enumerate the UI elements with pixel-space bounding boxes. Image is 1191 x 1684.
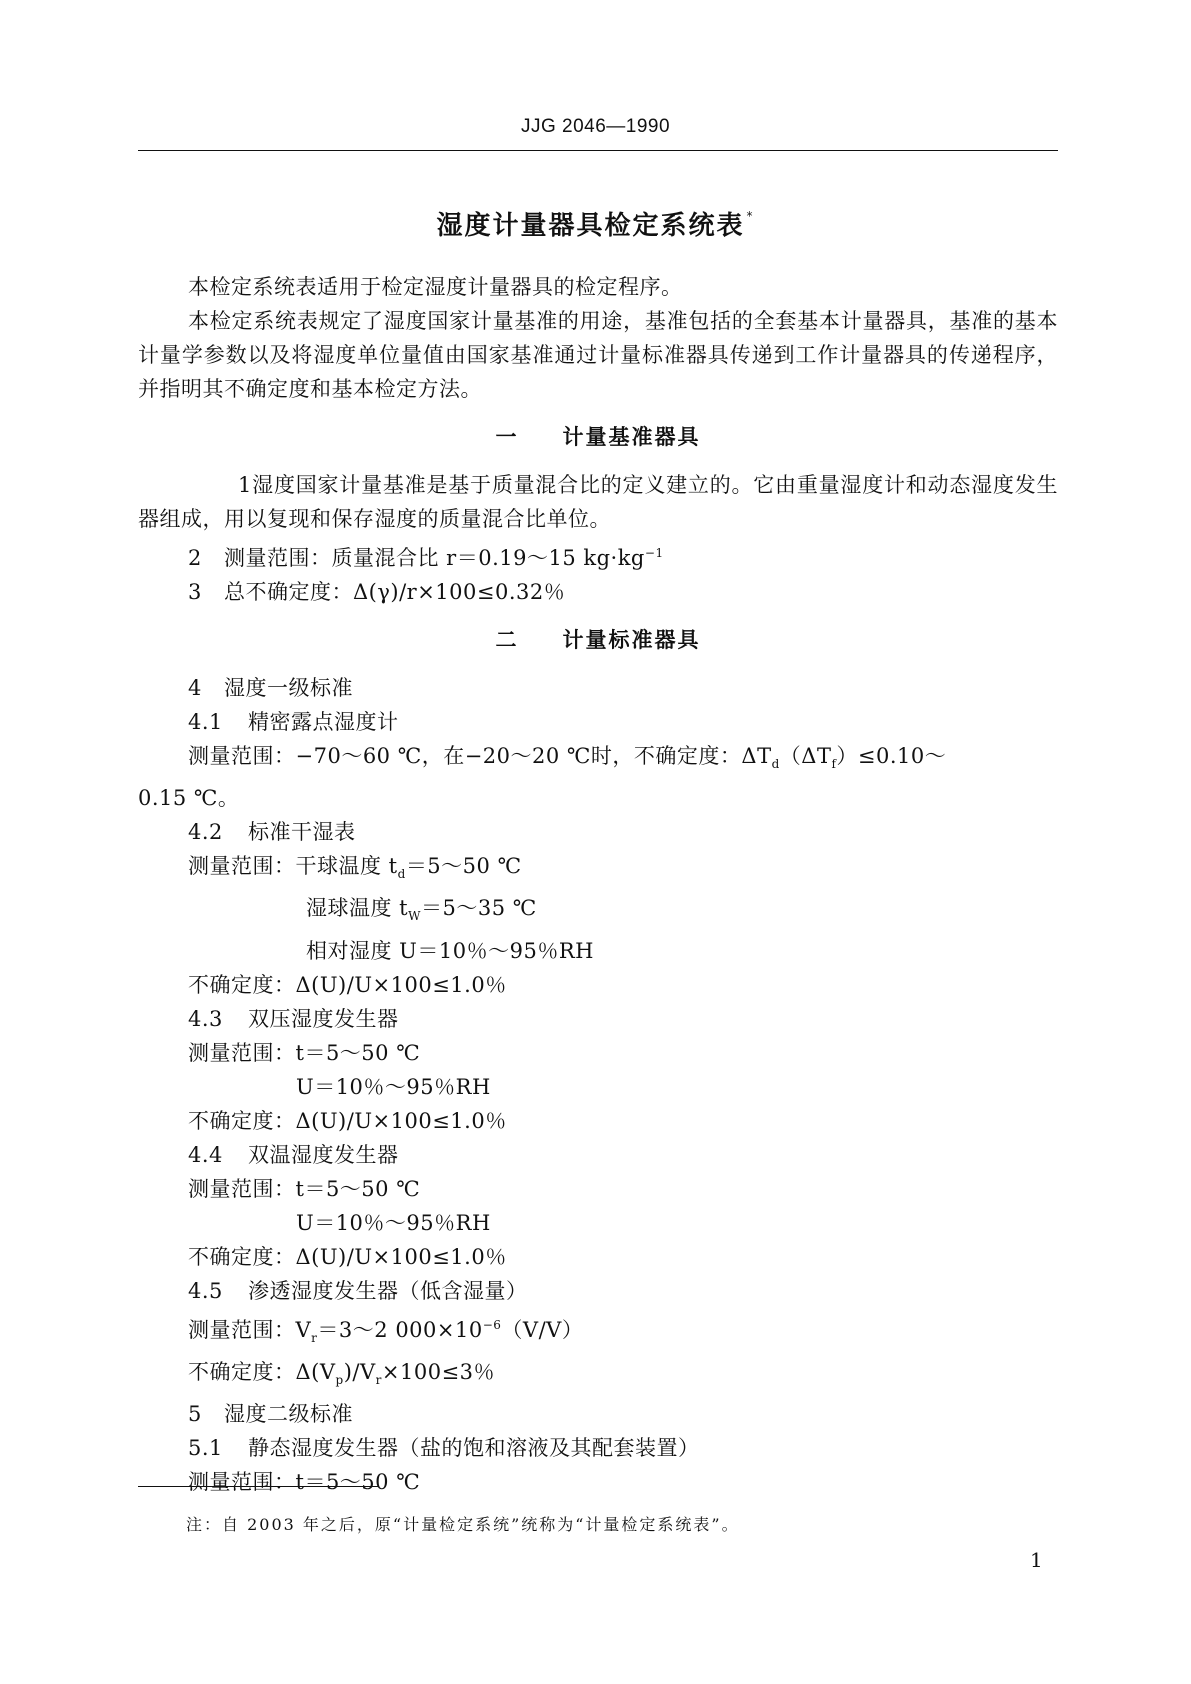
clause-text: 静态湿度发生器（盐的饱和溶液及其配套装置） xyxy=(248,1435,700,1460)
clause-text: 湿度一级标准 xyxy=(224,676,353,700)
range-text: ＝5～50 ℃ xyxy=(405,854,522,879)
clause-2 xyxy=(138,536,1058,575)
clause-4-1-range-cont: 0.15 ℃。 xyxy=(138,786,240,811)
clause-4-2-range xyxy=(138,849,1058,891)
clause-4-4-uncertainty: 不确定度：Δ(U)/U×100≤1.0％ xyxy=(188,1244,507,1269)
clause-4-4 xyxy=(138,1138,1058,1172)
clause-5 xyxy=(138,1397,1058,1431)
clause-4-4-range: 测量范围：t＝5～50 ℃ xyxy=(188,1176,421,1201)
subscript: f xyxy=(831,757,837,772)
clause-text: 双压湿度发生器 xyxy=(248,1006,399,1031)
clause-text: 精密露点湿度计 xyxy=(248,710,399,734)
document-body xyxy=(138,270,1058,1499)
range-text: 测量范围：−70～60 ℃，在−20～20 ℃时，不确定度：ΔT xyxy=(188,744,772,768)
superscript: −6 xyxy=(482,1317,502,1332)
section-number: 一 xyxy=(495,425,519,449)
header-rule xyxy=(138,150,1058,151)
subscript: d xyxy=(771,757,780,772)
clause-4-3 xyxy=(138,1002,1058,1036)
range-text: )/V xyxy=(343,1359,376,1384)
superscript: −1 xyxy=(644,546,664,560)
subscript: W xyxy=(408,909,421,924)
clause-number: 5 xyxy=(188,1401,202,1426)
range-text: 测量范围：V xyxy=(188,1317,312,1342)
clause-number: 4.3 xyxy=(188,1006,223,1031)
range-text: ＝3～2 000×10 xyxy=(317,1317,483,1342)
clause-text: 湿度国家计量基准是基于质量混合比的定义建立的。它由重量湿度计和动态湿度发生器组成，用以复现和保存湿度的质量混合比单位。 xyxy=(138,473,1058,531)
clause-text: 标准干湿表 xyxy=(248,820,356,845)
clause-4-2-rh: 相对湿度 U＝10％～95％RH xyxy=(306,938,594,963)
range-text: 湿球温度 t xyxy=(306,896,409,921)
clause-text: 渗透湿度发生器（低含湿量） xyxy=(248,1278,528,1303)
intro-paragraph-2: 本检定系统表规定了湿度国家计量基准的用途，基准包括的全套基本计量器具，基准的基本计量学参数以及将湿度单位量值由国家基准通过计量标准器具传递到工作计量器具的传递程序，并指明其不确定度和基本检定方法。 xyxy=(138,309,1058,401)
subscript: d xyxy=(397,867,406,882)
footnote-rule xyxy=(138,1486,378,1487)
clause-4-5 xyxy=(138,1274,1058,1308)
clause-text: 湿度二级标准 xyxy=(224,1401,353,1426)
clause-5-1 xyxy=(138,1431,1058,1465)
clause-number: 4.5 xyxy=(188,1278,223,1303)
clause-number: 5.1 xyxy=(188,1435,223,1460)
clause-number: 4.4 xyxy=(188,1142,223,1167)
section-heading-1 xyxy=(138,420,1058,454)
section-number: 二 xyxy=(495,628,519,652)
section-title: 计量基准器具 xyxy=(562,425,701,449)
footnote: 注：自 2003 年之后，原“计量检定系统”统称为“计量检定系统表”。 xyxy=(186,1515,740,1534)
clause-4-1-range xyxy=(138,739,1058,781)
title-text: 湿度计量器具检定系统表 xyxy=(436,211,745,241)
clause-4-5-range xyxy=(138,1308,1058,1355)
clause-4-3-range: 测量范围：t＝5～50 ℃ xyxy=(188,1040,421,1065)
clause-4-1 xyxy=(138,705,1058,739)
clause-number: 4.2 xyxy=(188,820,223,845)
title-footnote-mark: * xyxy=(746,209,755,223)
subscript: p xyxy=(335,1372,344,1387)
clause-text: 双温湿度发生器 xyxy=(248,1142,399,1167)
range-text: ）≤0.10～ xyxy=(836,744,947,768)
page-number: 1 xyxy=(1030,1548,1043,1572)
range-text: 测量范围：干球温度 t xyxy=(188,854,398,879)
clause-number: 2 xyxy=(188,546,202,570)
clause-3 xyxy=(138,575,1058,609)
range-text: 不确定度：Δ(V xyxy=(188,1359,336,1384)
clause-number: 1 xyxy=(238,473,252,497)
section-heading-2 xyxy=(138,623,1058,657)
running-header: JJG 2046—1990 xyxy=(520,116,671,137)
range-text: ×100≤3％ xyxy=(381,1359,496,1384)
clause-4 xyxy=(138,671,1058,705)
subscript: r xyxy=(375,1372,382,1387)
clause-number: 3 xyxy=(188,580,202,604)
clause-number: 4.1 xyxy=(188,710,223,734)
section-title: 计量标准器具 xyxy=(562,628,701,652)
clause-4-2 xyxy=(138,815,1058,849)
clause-text: 总不确定度：Δ(γ)/r×100≤0.32％ xyxy=(224,580,566,604)
clause-4-5-uncertainty xyxy=(138,1355,1058,1397)
clause-5-1-range: 测量范围：t＝5～50 ℃ xyxy=(188,1469,421,1494)
clause-4-2-wet xyxy=(138,891,1058,933)
clause-number: 4 xyxy=(188,676,202,700)
clause-4-3-rh: U＝10％～95％RH xyxy=(296,1074,491,1099)
range-text: ＝5～35 ℃ xyxy=(420,896,537,921)
clause-4-2-uncertainty: 不确定度：Δ(U)/U×100≤1.0％ xyxy=(188,972,507,997)
range-text: （V/V） xyxy=(501,1317,584,1342)
range-text: （ΔT xyxy=(779,744,832,768)
document-title xyxy=(0,205,1191,242)
clause-text: 测量范围：质量混合比 r＝0.19～15 kg·kg xyxy=(224,546,645,570)
clause-4-4-rh: U＝10％～95％RH xyxy=(296,1210,491,1235)
subscript: r xyxy=(311,1330,318,1345)
clause-4-3-uncertainty: 不确定度：Δ(U)/U×100≤1.0％ xyxy=(188,1108,507,1133)
intro-paragraph-1: 本检定系统表适用于检定湿度计量器具的检定程序。 xyxy=(188,275,683,299)
clause-1 xyxy=(138,468,1058,536)
